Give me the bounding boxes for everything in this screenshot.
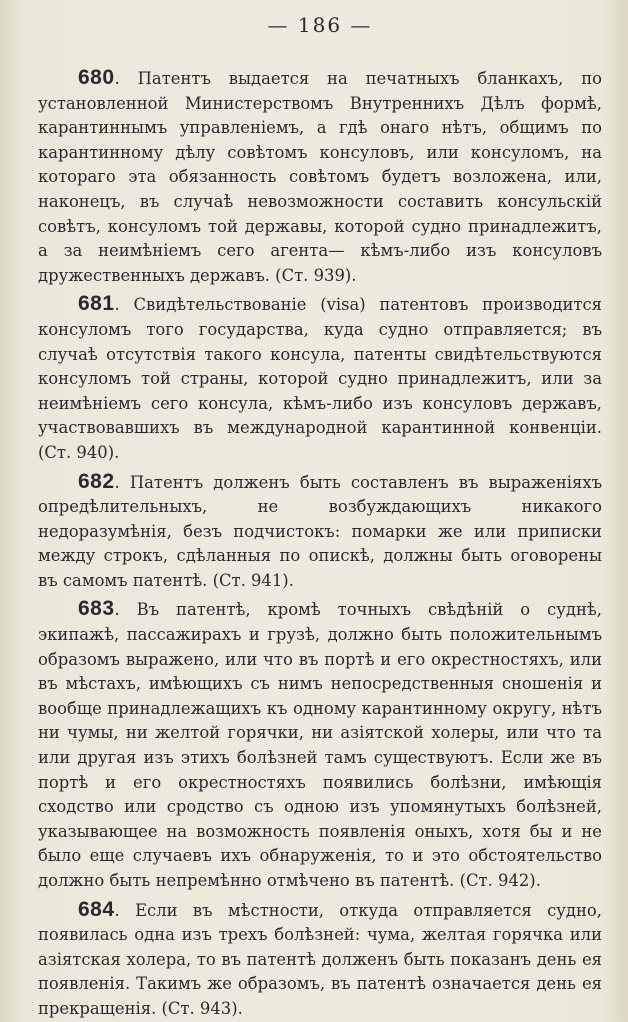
article-text: . Патентъ выдается на печатныхъ бланкахъ, по установленной Министерствомъ Внутреннихъ Дѣлъ формѣ, карантиннымъ управленіемъ, а гдѣ онаго нѣтъ, общимъ по карантинному дѣлу совѣтомъ консуловъ, или консуломъ, на котораго эта обязанность совѣтомъ будетъ возложена, или, наконецъ, въ случаѣ невозможности составить консульскій совѣтъ, консуломъ той державы, которой судно принадлежитъ, а за неимѣніемъ сего агента— кѣмъ-либо изъ консуловъ дружественныхъ державъ. (Ст. 939). <box>38 69 602 285</box>
article-680 <box>38 66 602 288</box>
article-text: . Въ патентѣ, кромѣ точныхъ свѣдѣній о суднѣ, экипажѣ, пассажирахъ и грузѣ, должно быть положительнымъ образомъ выражено, или что въ портѣ и его окрестностяхъ, или въ мѣстахъ, имѣющихъ съ нимъ непосредственныя сношенія и вообще принадлежащихъ къ одному карантинному округу, нѣтъ ни чумы, ни желтой горячки, ни азіятской холеры, или что та или другая изъ этихъ болѣзней тамъ существуютъ. Если же въ портѣ и его окрестностяхъ появились болѣзни, имѣющія сходство или сродство съ одною изъ упомянутыхъ болѣзней, указывающее на возможность появленія оныхъ, хотя бы и не было еще случаевъ ихъ обнаруженія, то и это обстоятельство должно быть непремѣнно отмѣчено въ патентѣ. (Ст. 942). <box>38 600 602 890</box>
page-number: — 186 — <box>267 13 373 37</box>
article-number: 683 <box>78 597 115 621</box>
article-number: 682 <box>78 469 115 493</box>
article-text: . Если въ мѣстности, откуда отправляется судно, появилась одна изъ трехъ болѣзней: чума, желтая горячка или азіятская холера, то въ патентѣ долженъ быть показанъ день ея появленія. Такимъ же образомъ, въ патентѣ означается день ея прекращенія. (Ст. 943). <box>38 900 602 1018</box>
article-text: . Патентъ долженъ быть составленъ въ выраженіяхъ опредѣлительныхъ, не возбуждающихъ никакого недоразумѣнія, безъ подчистокъ: помарки же или приписки между строкъ, сдѣланныя по опискѣ, должны быть оговорены въ самомъ патентѣ. (Ст. 941). <box>38 472 602 590</box>
article-682 <box>38 470 602 594</box>
article-number: 680 <box>78 66 115 89</box>
article-number: 684 <box>78 897 115 921</box>
article-683 <box>38 597 602 893</box>
article-681 <box>38 292 602 465</box>
article-number: 681 <box>78 292 115 316</box>
article-text: . Свидѣтельствованіе (visa) патентовъ производится консуломъ того государства, куда судно отправляется; въ случаѣ отсутствія такого консула, патенты свидѣтельствуются консуломъ той страны, которой судно принадлежитъ, или за неимѣніемъ сего консула, кѣмъ-либо изъ консуловъ державъ, участвовавшихъ въ международной карантинной конвенціи. (Ст. 940). <box>38 295 602 462</box>
